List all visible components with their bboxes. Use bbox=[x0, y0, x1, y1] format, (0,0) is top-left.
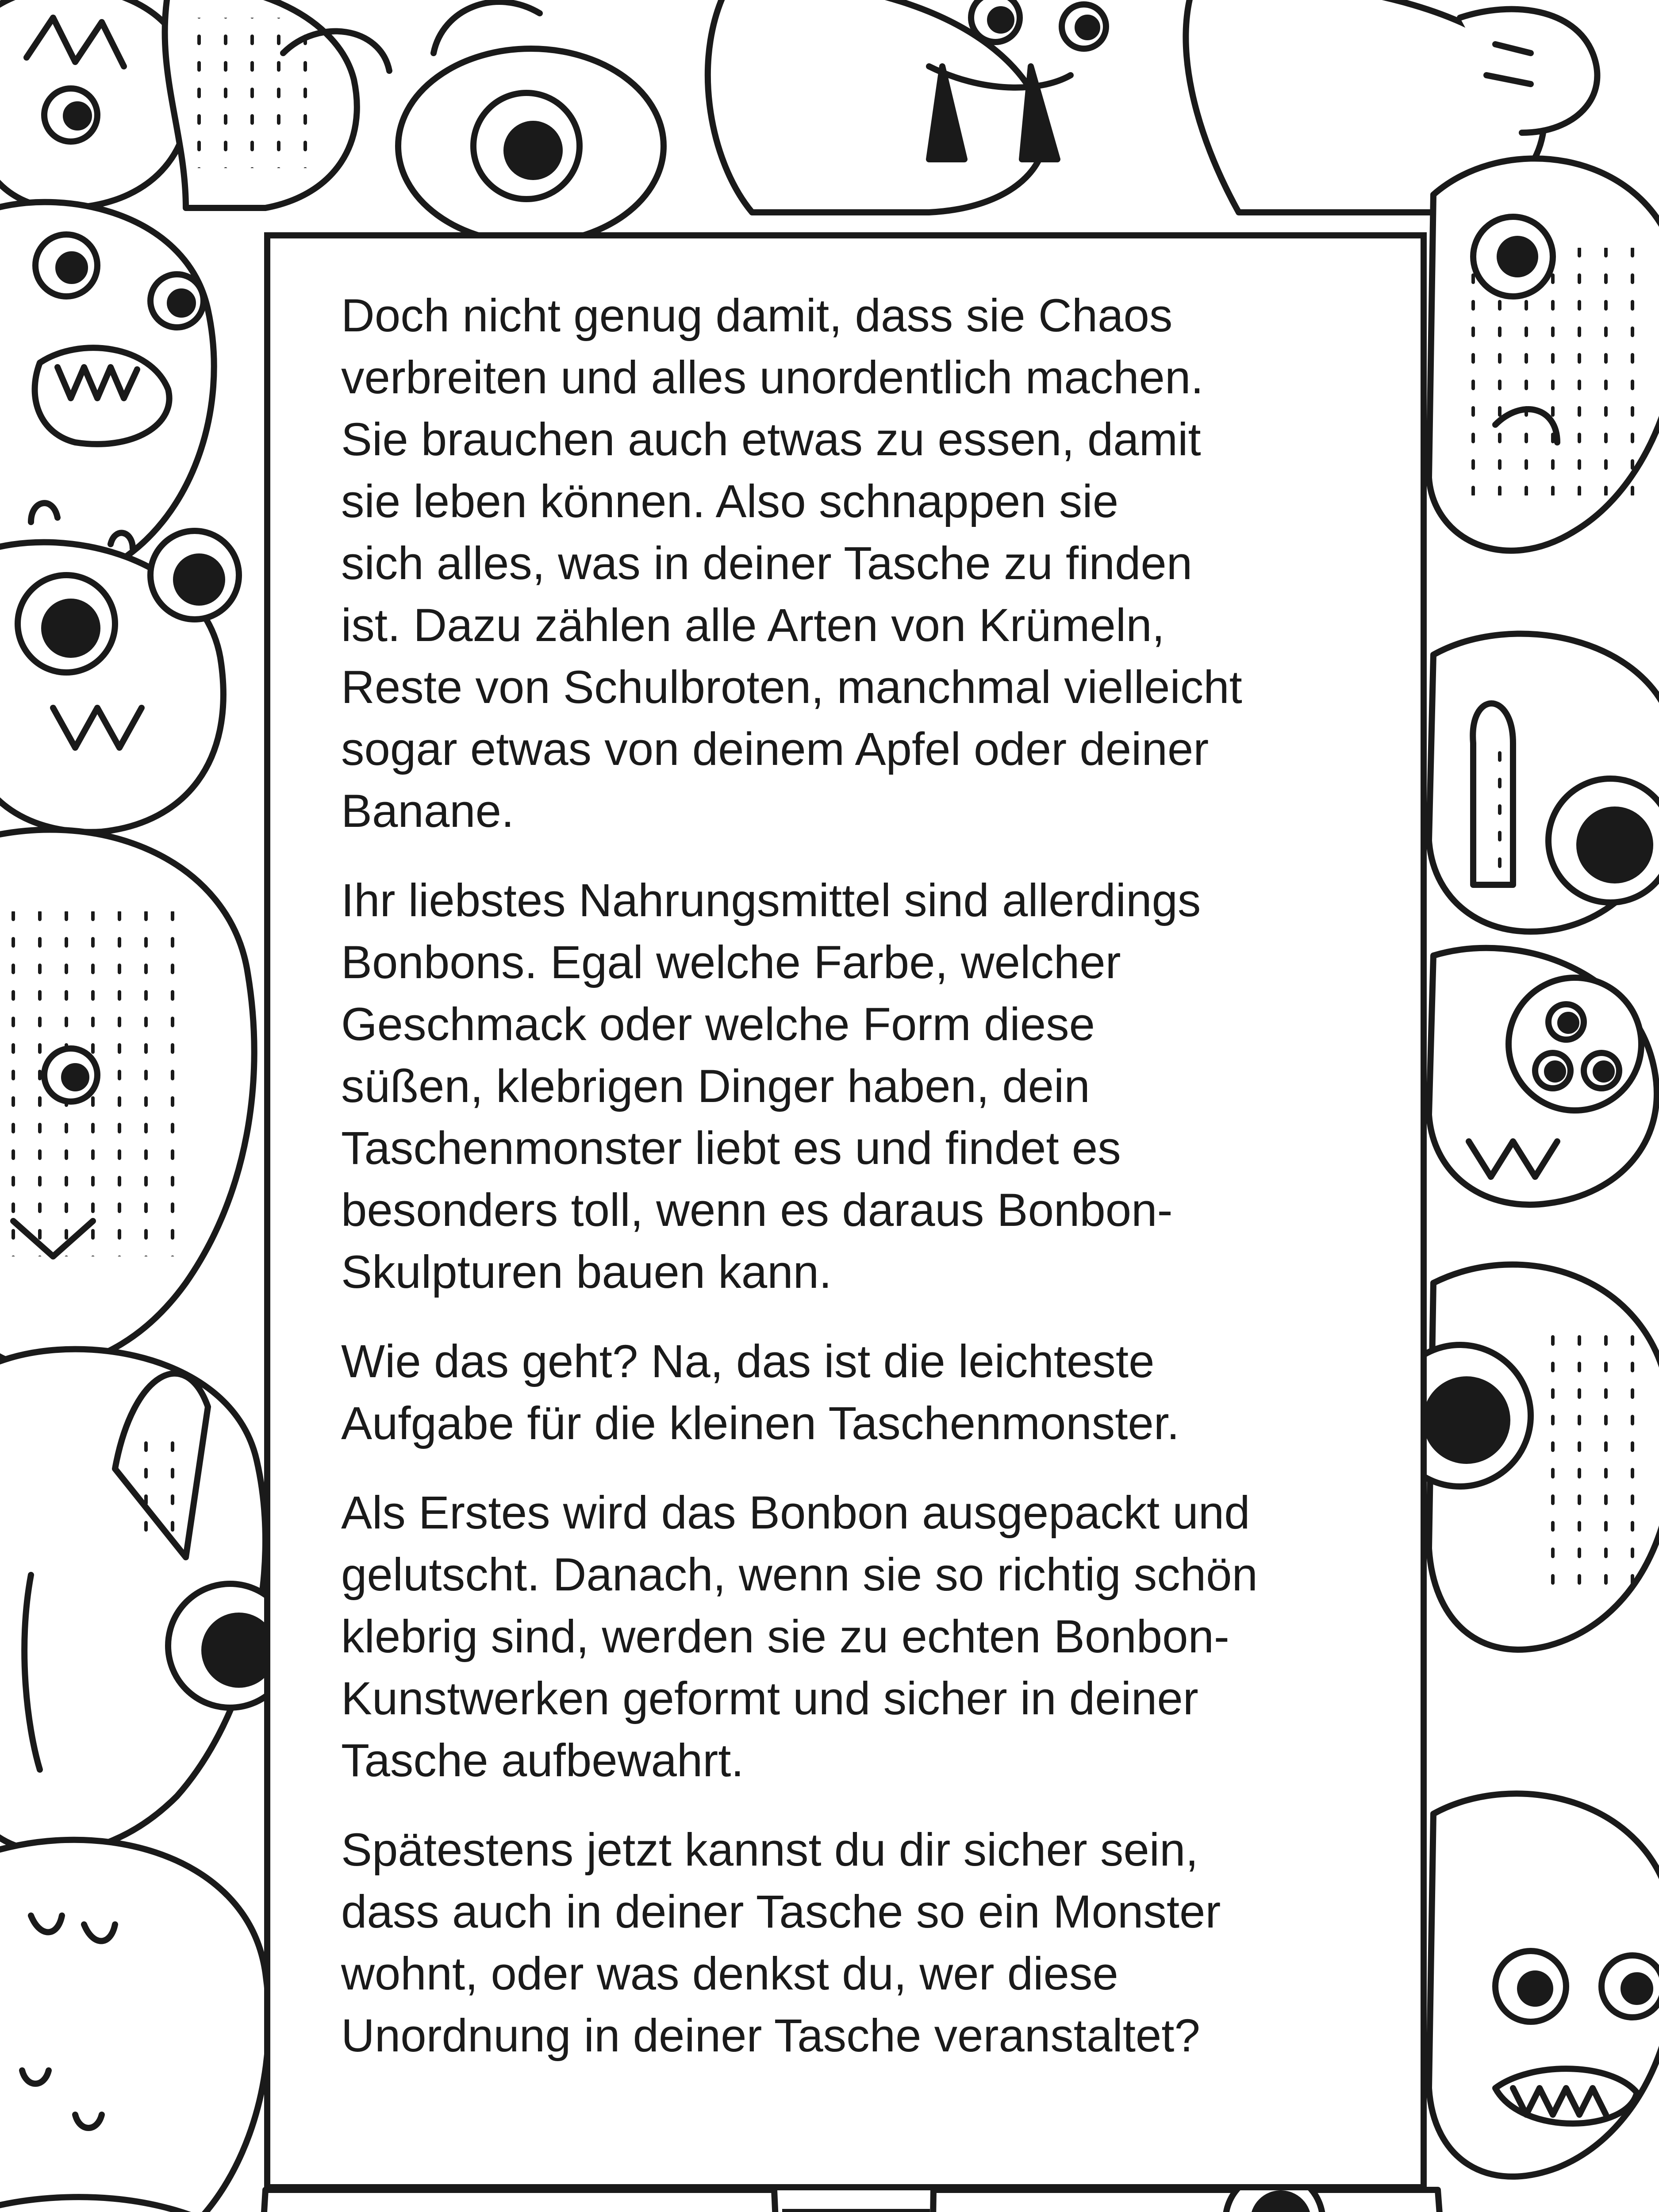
monster-left-5 bbox=[0, 1840, 269, 2212]
monster-top-left bbox=[0, 0, 190, 208]
monster-bottom-mid-left bbox=[248, 2190, 787, 2212]
monster-right-4 bbox=[1389, 1264, 1659, 1649]
monster-right-3 bbox=[1429, 948, 1657, 1205]
paragraph-2: Ihr liebstes Nahrungsmittel sind allerdings Bonbons. Egal welche Farbe, welcher Geschmack oder welche Form diese süßen, klebrigen Dinger haben, dein Taschenmonster liebt es und findet es besonders toll, wenn es daraus Bonbon- Skulpturen bauen kann. bbox=[341, 875, 1201, 1298]
paragraph-1: Doch nicht genug damit, dass sie Chaos verbreiten und alles unordentlich machen. Sie brauchen auch etwas zu essen, damit sie leben können. Also schnappen sie sich alles, was in deiner Tasche zu finden ist. Dazu zählen alle Arten von Krümeln, Reste von Schulbroten, manchmal vielleicht sogar etwas von deinem Apfel oder deiner Banane. bbox=[341, 290, 1242, 837]
monster-left-1 bbox=[0, 202, 214, 583]
paragraph-3: Wie das geht? Na, das ist die leichteste Aufgabe für die kleinen Taschenmonster. bbox=[341, 1336, 1180, 1449]
monster-left-3 bbox=[0, 830, 254, 1367]
page-number-box bbox=[782, 2209, 930, 2212]
monster-right-2 bbox=[1429, 634, 1659, 931]
story-text-panel bbox=[264, 232, 1427, 2190]
paragraph-4: Als Erstes wird das Bonbon ausgepackt und gelutscht. Danach, wenn sie so richtig schön klebrig sind, werden sie zu echten Bonbon- Kunstwerken geformt und sicher in deiner Tasche aufbewahrt. bbox=[341, 1487, 1258, 1786]
monster-right-1 bbox=[1429, 158, 1659, 550]
monster-top-center bbox=[398, 2, 664, 243]
monster-left-4 bbox=[0, 1349, 292, 1853]
paragraph-5: Spätestens jetzt kannst du dir sicher sein, dass auch in deiner Tasche so ein Monster wohnt, oder was denkst du, wer diese Unordnung in deiner Tasche veranstaltet? bbox=[341, 1824, 1221, 2062]
monster-right-5 bbox=[1429, 1793, 1659, 2177]
monster-top-center-right bbox=[708, 0, 1106, 212]
monster-left-2 bbox=[0, 503, 239, 832]
monster-top-mid-left bbox=[165, 0, 389, 208]
